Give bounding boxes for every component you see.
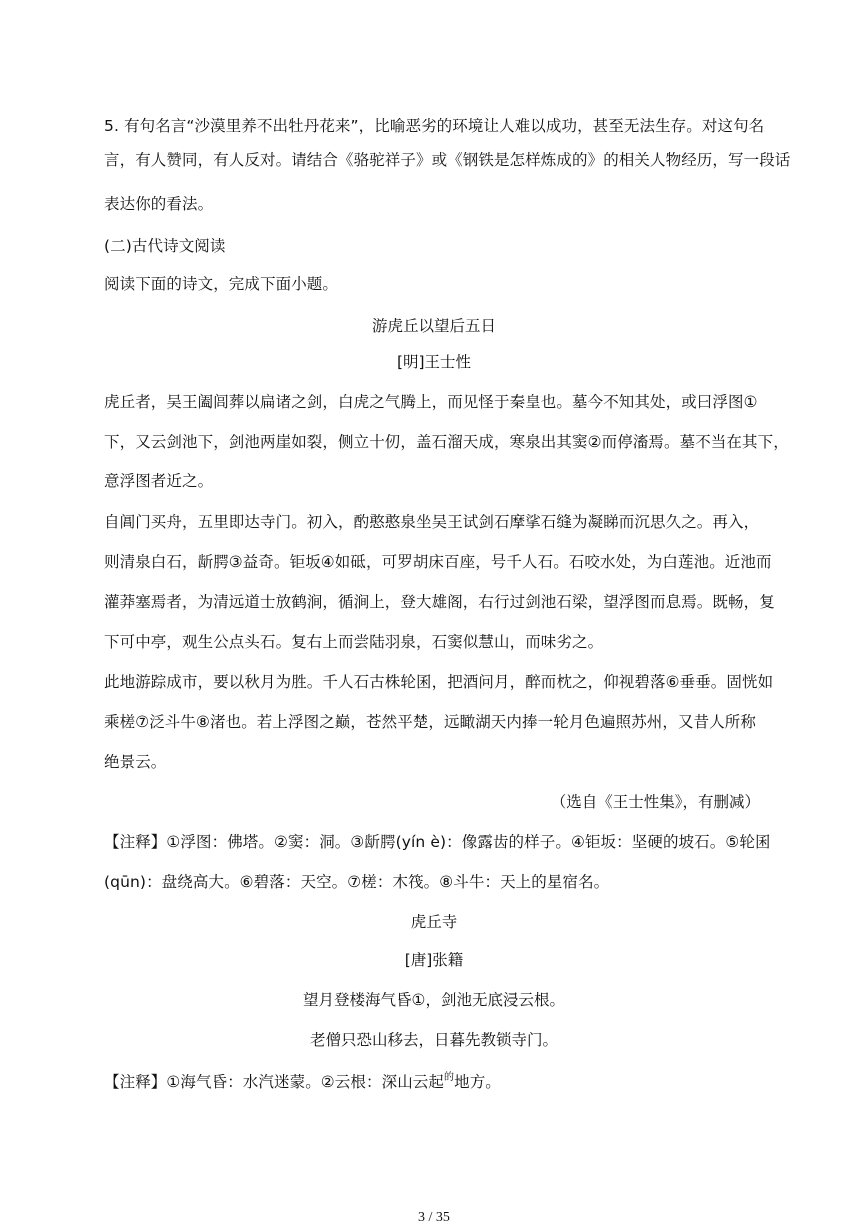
essay-paragraph3-line3: 绝景云。 [104,753,167,771]
page-number: 3 / 35 [418,1210,450,1225]
essay-author: [明]王士性 [396,353,472,371]
essay-paragraph2-line3: 灌莽塞焉者，为清远道士放鹤涧，循涧上，登大雄阁，右行过剑池石梁，望浮图而息焉。既畅，复 [104,593,775,611]
essay-paragraph2-line4: 下可中亭，观生公点头石。复右上而尝陆羽泉，石窦似慧山，而味劣之。 [104,633,604,651]
essay-title: 游虎丘以望后五日 [371,317,496,335]
section-heading: (二)古代诗文阅读 [104,237,226,255]
essay-paragraph1-line1: 虎丘者，吴王阖闾葬以扁诸之剑，白虎之气腾上，而见怪于秦皇也。墓今不知其处，或曰浮图① [104,393,758,411]
poem-title: 虎丘寺 [410,913,458,931]
essay-paragraph2-line1: 自阊门买舟，五里即达寺门。初入，酌憨憨泉坐吴王试剑石摩挲石缝为凝睇而沉思久之。再入， [104,513,760,531]
poem-notes-superscript: 的 [444,1072,455,1083]
essay-paragraph2-line2: 则清泉白石，龂腭③益奇。钜坂④如砥，可罗胡床百座，号千人石。石咬水处，为白莲池。近池而 [104,553,772,571]
question5-line3: 表达你的看法。 [104,195,214,213]
essay-paragraph3-line2: 乘槎⑦泛斗牛⑧渚也。若上浮图之巅，苍然平楚，远瞰湖天内捧一轮月色遍照苏州，又昔人所称 [104,713,756,731]
poem-notes-suffix: 地方。 [454,1073,501,1091]
instruction: 阅读下面的诗文，完成下面小题。 [104,275,339,293]
poem-notes-prefix: 【注释】①海气昏：水汽迷蒙。②云根：深山云起 [104,1073,444,1091]
essay-source: （选自《王士性集》，有删减） [550,793,760,811]
essay-notes-line2: (qūn)：盘绕高大。⑥碧落：天空。⑦槎：木筏。⑧斗牛：天上的星宿名。 [104,873,610,891]
essay-paragraph1-line3: 意浮图者近之。 [104,472,214,490]
poem-notes [104,1072,501,1095]
poem-author: [唐]张籍 [404,951,464,969]
poem-line1: 望月登楼海气昏①，剑池无底浸云根。 [303,991,565,1009]
poem-line2: 老僧只恐山移去，日暮先教锁寺门。 [309,1031,558,1049]
question5-line2: 言，有人赞同，有人反对。请结合《骆驼祥子》或《钢铁是怎样炼成的》的相关人物经历，写一段话 [104,151,791,169]
essay-paragraph1-line2: 下，又云剑池下，剑池两崖如裂，侧立十仞，盖石溜天成，寒泉出其窦②而停滀焉。墓不当在其下， [104,433,789,451]
essay-notes-line1: 【注释】①浮图：佛塔。②窦：洞。③龂腭(yín è)：像露齿的样子。④钜坂：坚硬的坡石。⑤轮囷 [104,833,771,851]
essay-paragraph3-line1: 此地游踪成市，要以秋月为胜。千人石古株轮囷，把酒问月，醉而枕之，仰视碧落⑥垂垂。固恍如 [104,673,774,691]
question5-line1: 5. 有句名言“沙漠里养不出牡丹花来”，比喻恶劣的环境让人难以成功，甚至无法生存。对这句名 [104,117,765,135]
